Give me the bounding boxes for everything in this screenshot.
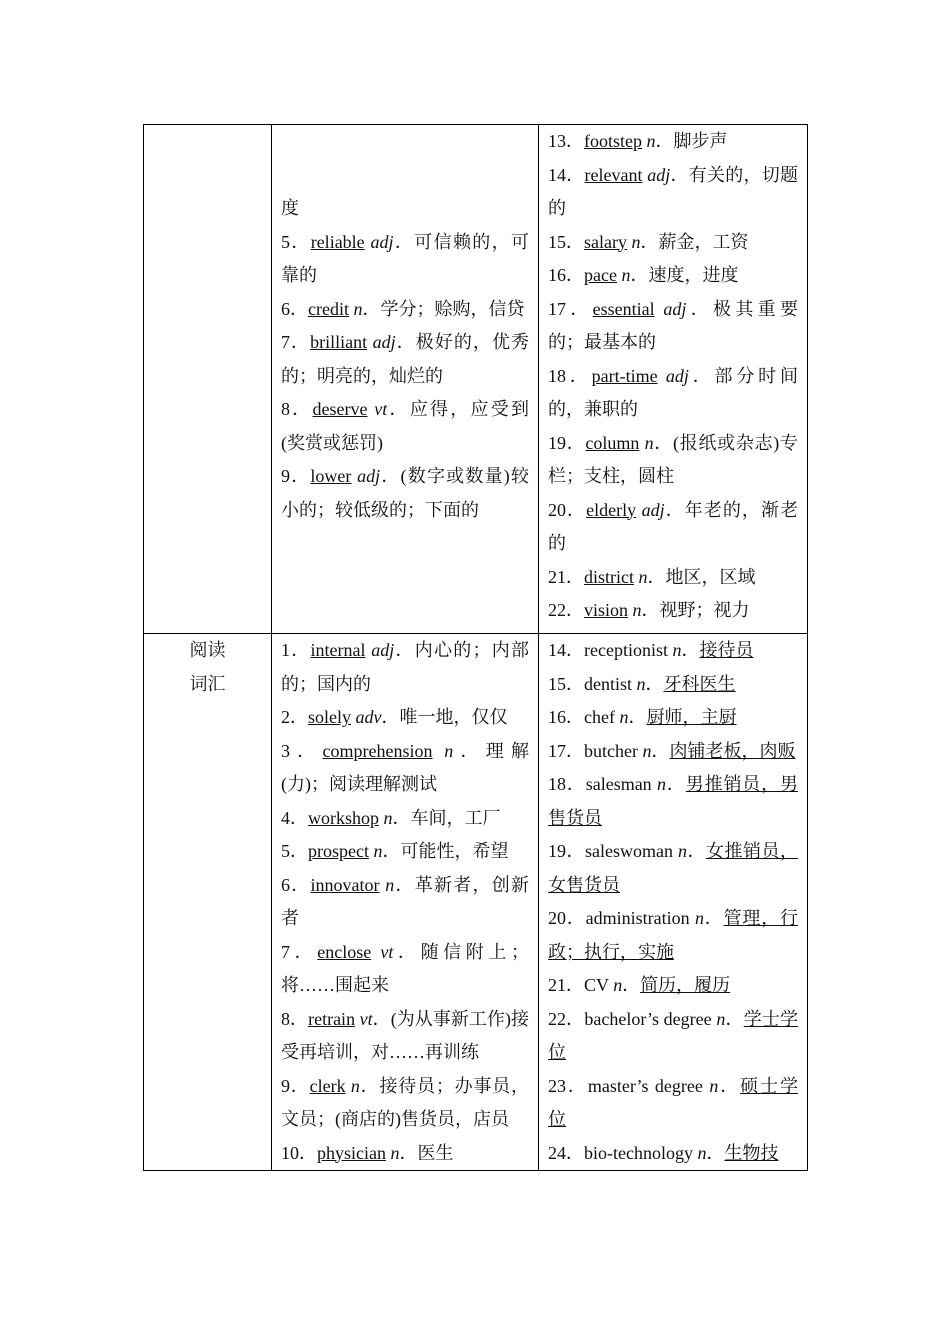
chinese-answer: 男推销员，男售货员: [548, 774, 799, 828]
english-word: chef: [584, 707, 615, 727]
part-of-speech: adv: [355, 707, 382, 727]
chinese-meaning: ．视野；视力: [641, 600, 750, 620]
entry-number: 1．: [281, 640, 311, 660]
part-of-speech: n: [672, 640, 682, 660]
part-of-speech: vt: [359, 1008, 373, 1029]
vocab-entry: [281, 936, 529, 1003]
part-of-speech: n: [638, 566, 648, 587]
english-word: salesman: [585, 774, 652, 794]
entry-number: 21．: [548, 975, 584, 995]
vocab-entry: 16．chef n．厨师，主厨: [548, 707, 737, 727]
part-of-speech: n: [621, 265, 631, 285]
chinese-meaning: ．薪金，工资: [640, 231, 749, 252]
english-word: district: [584, 566, 634, 587]
vocab-entry: [281, 226, 529, 293]
english-word: innovator: [310, 874, 380, 895]
vocab-entry: [281, 460, 529, 527]
chinese-meaning: ．极其重要的；最基本的: [548, 298, 798, 352]
entry-number: 4．: [281, 807, 308, 828]
chinese-meaning: ．随信附上；将……围起来: [281, 941, 530, 995]
chinese-meaning: ．地区，区域: [647, 566, 756, 587]
english-word: saleswoman: [585, 841, 673, 861]
vocab-entry: [281, 1070, 529, 1137]
category-label-line1: 阅读: [189, 640, 226, 660]
entry-number: 20．: [548, 908, 586, 928]
vocab-entry: [281, 802, 529, 836]
entry-number: 8．: [281, 1008, 309, 1029]
vocab-entry: [548, 226, 798, 260]
part-of-speech: vt: [380, 941, 394, 962]
vocab-entry: [281, 634, 529, 701]
part-of-speech: n: [716, 1008, 726, 1029]
entry-number: 8．: [281, 399, 313, 419]
english-word: clerk: [309, 1075, 346, 1096]
chinese-meaning: ．理解(力)；阅读理解测试: [281, 740, 530, 794]
part-of-speech: n: [390, 1142, 400, 1163]
part-of-speech: n: [646, 131, 656, 151]
chinese-meaning: ．可信赖的，可靠的: [281, 231, 530, 285]
vocab-entry: 23．master’s degree n．硕士学位: [548, 1075, 798, 1129]
chinese-answer: 硕士学位: [548, 1075, 798, 1129]
part-of-speech: n: [373, 841, 383, 861]
entry-number: 22．: [548, 600, 584, 620]
part-of-speech: n: [642, 740, 652, 761]
english-word: part-time: [591, 365, 658, 386]
english-word: salary: [584, 231, 627, 252]
entry-number: 17．: [548, 298, 593, 319]
part-of-speech: n: [697, 1142, 707, 1163]
part-of-speech: adj: [647, 164, 671, 185]
english-word: credit: [308, 298, 349, 319]
chinese-answer: 女推销员，女售货员: [548, 841, 799, 895]
entry-number: 21．: [548, 566, 584, 587]
chinese-meaning: ．学分；赊购，信贷: [362, 298, 525, 319]
continued-text: 度: [281, 198, 299, 218]
english-word: butcher: [584, 740, 638, 761]
part-of-speech: n: [657, 774, 667, 794]
english-word: internal: [310, 640, 366, 660]
part-of-speech: n: [636, 673, 646, 694]
vocab-entry: [548, 561, 798, 595]
category-cell: [144, 634, 272, 1171]
english-word: vision: [584, 600, 629, 620]
entry-number: 14．: [548, 640, 584, 660]
vocab-entry: [548, 360, 798, 427]
vocab-cell-right: [539, 634, 808, 1171]
chinese-answer: 接待员: [699, 640, 754, 660]
vocab-entry: [548, 125, 798, 159]
part-of-speech: adj: [370, 231, 394, 252]
vocab-entry: 24．bio-technology n．生物技: [548, 1142, 779, 1163]
entry-number: 18．: [548, 774, 586, 794]
entry-number: 5．: [281, 231, 311, 252]
part-of-speech: n: [678, 841, 688, 861]
entry-number: 17．: [548, 740, 584, 761]
part-of-speech: adj: [665, 365, 689, 386]
entry-number: 16．: [548, 265, 584, 285]
chinese-meaning: ．部分时间的，兼职的: [548, 365, 798, 419]
entry-number: 23．: [548, 1075, 588, 1096]
english-word: pace: [584, 265, 617, 285]
part-of-speech: n: [350, 1075, 360, 1096]
vocab-entry: 21．CV n．简历，履历: [548, 975, 731, 995]
entry-number: 6．: [281, 298, 308, 319]
vocab-cell-left: [272, 634, 539, 1171]
chinese-meaning: ．(报纸或杂志)专栏；支柱，圆柱: [548, 432, 799, 486]
english-word: solely: [308, 707, 351, 727]
vocab-cell-right: [539, 125, 808, 634]
chinese-meaning: ．接待员；办事员，文员；(商店的)售货员，店员: [281, 1075, 530, 1129]
part-of-speech: n: [619, 707, 629, 727]
part-of-speech: adj: [372, 332, 396, 352]
chinese-answer: 厨师，主厨: [646, 707, 737, 727]
part-of-speech: adj: [357, 466, 381, 486]
english-word: administration: [585, 908, 690, 928]
entry-number: 14．: [548, 164, 585, 185]
vocab-entry: [548, 494, 798, 561]
english-word: bio-technology: [584, 1142, 693, 1163]
english-word: essential: [592, 298, 655, 319]
english-word: receptionist: [584, 640, 668, 660]
vocab-cell-left: [272, 125, 539, 634]
english-word: retrain: [308, 1008, 356, 1029]
entry-number: 24．: [548, 1142, 584, 1163]
english-word: footstep: [584, 131, 642, 151]
vocab-entry: [548, 594, 798, 628]
part-of-speech: n: [694, 908, 704, 928]
entry-number: 15．: [548, 673, 584, 694]
entry-number: 3．: [281, 740, 323, 761]
entry-number: 16．: [548, 707, 584, 727]
english-word: comprehension: [322, 740, 433, 761]
chinese-meaning: ．车间，工厂: [392, 807, 501, 828]
english-word: dentist: [584, 673, 632, 694]
vocab-entry: [548, 159, 798, 226]
chinese-meaning: ．医生: [399, 1142, 454, 1163]
english-word: elderly: [586, 499, 637, 520]
part-of-speech: n: [444, 740, 454, 761]
chinese-meaning: ．(数字或数量)较小的；较低级的；下面的: [281, 466, 530, 520]
english-word: workshop: [308, 807, 379, 828]
entry-number: 13．: [548, 131, 584, 151]
chinese-meaning: ．极好的，优秀的；明亮的，灿烂的: [281, 332, 530, 386]
vocab-entry: [281, 735, 529, 802]
table-row-continued: [144, 125, 808, 634]
part-of-speech: n: [631, 231, 641, 252]
chinese-answer: 牙科医生: [663, 673, 736, 694]
part-of-speech: adj: [663, 298, 687, 319]
table-row-reading: [144, 634, 808, 1171]
part-of-speech: n: [613, 975, 623, 995]
chinese-meaning: ．可能性，希望: [382, 841, 509, 861]
entry-number: 19．: [548, 841, 586, 861]
english-word: relevant: [584, 164, 643, 185]
vocab-entry: [281, 393, 529, 460]
vocab-entry: [281, 293, 529, 327]
part-of-speech: n: [709, 1075, 719, 1096]
vocabulary-table: [143, 124, 808, 1171]
entry-number: 2．: [281, 707, 308, 727]
part-of-speech: adj: [371, 640, 395, 660]
entry-number: 9．: [281, 466, 311, 486]
category-cell-empty: [144, 125, 272, 634]
vocab-entry: [548, 259, 798, 293]
entry-number: 15．: [548, 231, 584, 252]
english-word: master’s degree: [587, 1075, 703, 1096]
chinese-answer: 生物技: [724, 1142, 779, 1163]
part-of-speech: n: [383, 807, 393, 828]
vocab-entry: [548, 427, 798, 494]
entry-number: 20．: [548, 499, 587, 520]
entry-number: 6．: [281, 874, 311, 895]
chinese-meaning: ．内心的；内部的；国内的: [281, 640, 529, 694]
part-of-speech: adj: [641, 499, 665, 520]
english-word: column: [585, 432, 640, 453]
vocab-entry: 17．butcher n．肉铺老板，肉贩: [548, 740, 796, 761]
english-word: physician: [317, 1142, 386, 1163]
chinese-meaning: ．(为从事新工作)接受再培训，对……再训练: [281, 1008, 530, 1062]
chinese-answer: 管理，行政；执行，实施: [548, 908, 799, 962]
vocab-entry: 14．receptionist n．接待员: [548, 640, 754, 660]
vocab-entry: [281, 1137, 529, 1171]
chinese-meaning: ．应得，应受到(奖赏或惩罚): [281, 399, 530, 453]
chinese-meaning: ．年老的，渐老的: [548, 499, 799, 553]
english-word: prospect: [308, 841, 369, 861]
entry-number: 18．: [548, 365, 592, 386]
vocab-entry: [281, 326, 529, 393]
english-word: brilliant: [310, 332, 368, 352]
vocab-entry: 18．salesman n．男推销员，男售货员: [548, 774, 799, 828]
chinese-answer: 肉铺老板，肉贩: [669, 740, 796, 761]
category-label-line2: 词汇: [189, 673, 226, 694]
part-of-speech: vt: [374, 399, 388, 419]
english-word: enclose: [317, 941, 372, 962]
english-word: reliable: [310, 231, 365, 252]
entry-number: 9．: [281, 1075, 310, 1096]
chinese-meaning: ．有关的，切题的: [548, 164, 799, 218]
entry-number: 10．: [281, 1142, 317, 1163]
chinese-answer: 简历，履历: [640, 975, 731, 995]
english-word: deserve: [312, 399, 368, 419]
chinese-meaning: ．脚步声: [655, 131, 728, 151]
english-word: CV: [584, 975, 609, 995]
entry-number: 5．: [281, 841, 308, 861]
vocab-entry: [281, 701, 529, 735]
part-of-speech: n: [632, 600, 642, 620]
chinese-meaning: ．唯一地，仅仅: [381, 707, 508, 727]
vocab-entry: 19．saleswoman n．女推销员，女售货员: [548, 841, 799, 895]
english-word: lower: [310, 466, 352, 486]
chinese-meaning: ．革新者，创新者: [281, 874, 529, 928]
vocab-entry: [281, 869, 529, 936]
part-of-speech: n: [644, 432, 654, 453]
chinese-answer: 学士学位: [548, 1008, 799, 1062]
vocab-entry: [548, 293, 798, 360]
entry-number: 19．: [548, 432, 586, 453]
entry-number: 7．: [281, 941, 318, 962]
vocab-entry: 22．bachelor’s degree n．学士学位: [548, 1008, 799, 1062]
chinese-meaning: ．速度，进度: [630, 265, 739, 285]
entry-number: 22．: [548, 1008, 585, 1029]
entry-number: 7．: [281, 332, 311, 352]
vocab-entry: [281, 1003, 529, 1070]
vocab-entry: [281, 835, 529, 869]
part-of-speech: n: [385, 874, 395, 895]
vocab-entry: 15．dentist n．牙科医生: [548, 673, 736, 694]
part-of-speech: n: [353, 298, 363, 319]
english-word: bachelor’s degree: [584, 1008, 712, 1029]
vocab-entry: 20．administration n．管理，行政；执行，实施: [548, 908, 799, 962]
